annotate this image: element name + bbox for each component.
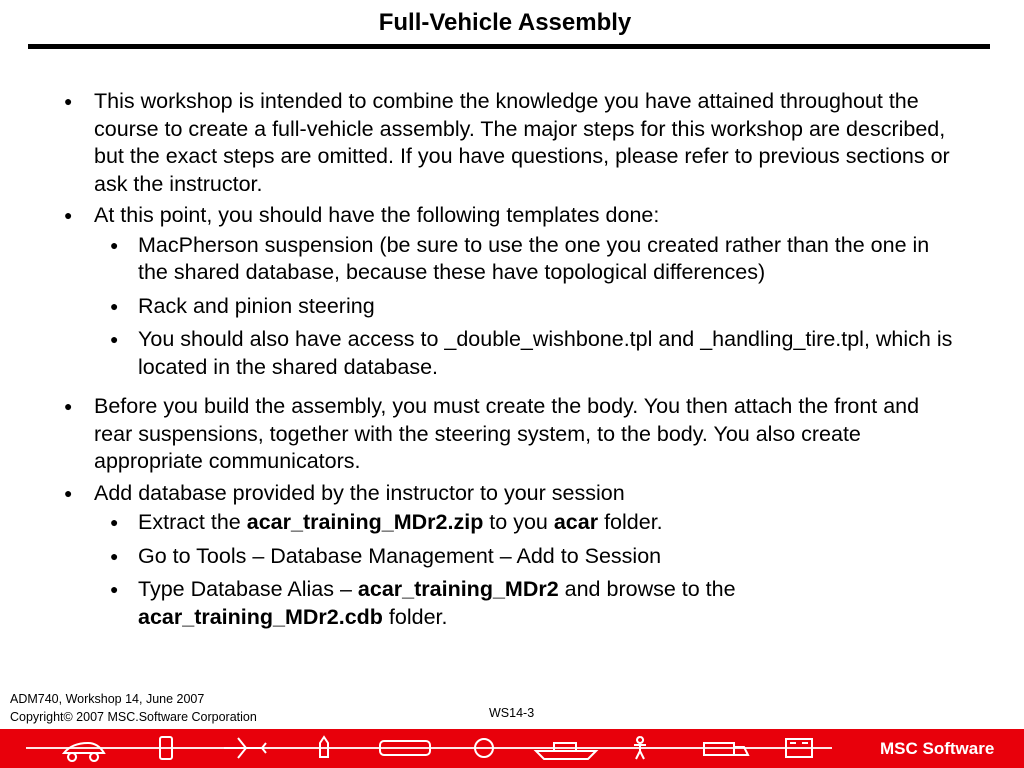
sub-bullet-text (138, 510, 663, 534)
bold-filename: acar_training_MDr2.cdb (138, 604, 383, 629)
bullet-text: At this point, you should have the following templates done: (94, 203, 660, 227)
sub-bullet-text: Go to Tools – Database Management – Add to Session (138, 543, 662, 568)
footer-band (0, 729, 1024, 768)
text-run: and browse to the (558, 577, 736, 601)
text-run: Extract the (138, 510, 247, 534)
bullet-item (60, 480, 960, 508)
sub-bullet-item (60, 509, 960, 537)
footer-copyright: Copyright© 2007 MSC.Software Corporation (10, 710, 257, 724)
airplane-icon (224, 738, 266, 758)
slide-title: Full-Vehicle Assembly (378, 9, 632, 36)
bold-filename: acar_training_MDr2.zip (246, 510, 484, 534)
footer-course: ADM740, Workshop 14, June 2007 (10, 692, 205, 706)
bold-alias: acar_training_MDr2 (357, 577, 559, 601)
person-icon (634, 737, 646, 759)
sub-bullet-item (60, 232, 960, 287)
text-run: to you (483, 510, 554, 534)
sub-bullet-item (60, 293, 960, 321)
sub-bullet-text: Rack and pinion steering (138, 293, 375, 318)
bold-folder: acar (553, 510, 599, 534)
bullet-dot-icon: ● (110, 547, 119, 564)
industry-icons-strip (24, 729, 844, 768)
car-icon (64, 743, 104, 761)
bullet-text: This workshop is intended to combine the knowledge you have attained throughout the course to create a full-vehicle assembly. The major steps for this workshop are described, but the exact steps are omitted. If you have questions, please refer to previous sections or ask the instructor. (94, 89, 950, 196)
ship-icon (536, 743, 596, 759)
bullet-dot-icon: ● (110, 514, 119, 530)
bullet-dot-icon: ● (64, 484, 73, 501)
sub-bullet-item (60, 576, 960, 631)
title-rule (28, 44, 990, 49)
footer-info (10, 690, 257, 726)
sub-bullet-text (138, 577, 736, 629)
text-run: folder. (382, 604, 448, 629)
bullet-item (60, 88, 960, 198)
bullet-dot-icon: ● (110, 236, 119, 253)
bullet-dot-icon: ● (64, 398, 73, 414)
text-run: Type Database Alias – (138, 577, 358, 601)
truck-icon (704, 743, 748, 755)
sub-bullet-item (60, 326, 960, 381)
bullet-dot-icon: ● (110, 331, 119, 347)
bullet-item (60, 393, 960, 476)
sub-bullet-text: MacPherson suspension (be sure to use the one you created rather than the one in the shared database, because these have topological differences) (138, 232, 930, 284)
sub-bullet-text: You should also have access to _double_wishbone.tpl and _handling_tire.tpl, which is located in the shared database. (138, 327, 953, 379)
bullet-text: Before you build the assembly, you must create the body. You then attach the front and rear suspensions, together with the steering system, to the body. You also create appropriate communicators. (94, 394, 920, 473)
bullet-text: Add database provided by the instructor to your session (94, 480, 625, 505)
rocket-icon (320, 737, 328, 757)
msc-software-logo: MSC Software (880, 739, 995, 758)
bullet-dot-icon: ● (64, 93, 73, 109)
building-icon (786, 739, 812, 757)
sub-bullet-item (60, 543, 960, 571)
gear-icon (475, 739, 493, 757)
text-run: folder. (598, 510, 663, 534)
slide-content (60, 88, 960, 637)
train-icon (380, 741, 430, 755)
bullet-dot-icon: ● (110, 581, 119, 597)
bullet-dot-icon: ● (110, 297, 119, 314)
bullet-item (60, 202, 960, 230)
bullet-dot-icon: ● (64, 207, 73, 223)
page-number: WS14-3 (489, 706, 535, 720)
phone-icon (160, 737, 172, 759)
